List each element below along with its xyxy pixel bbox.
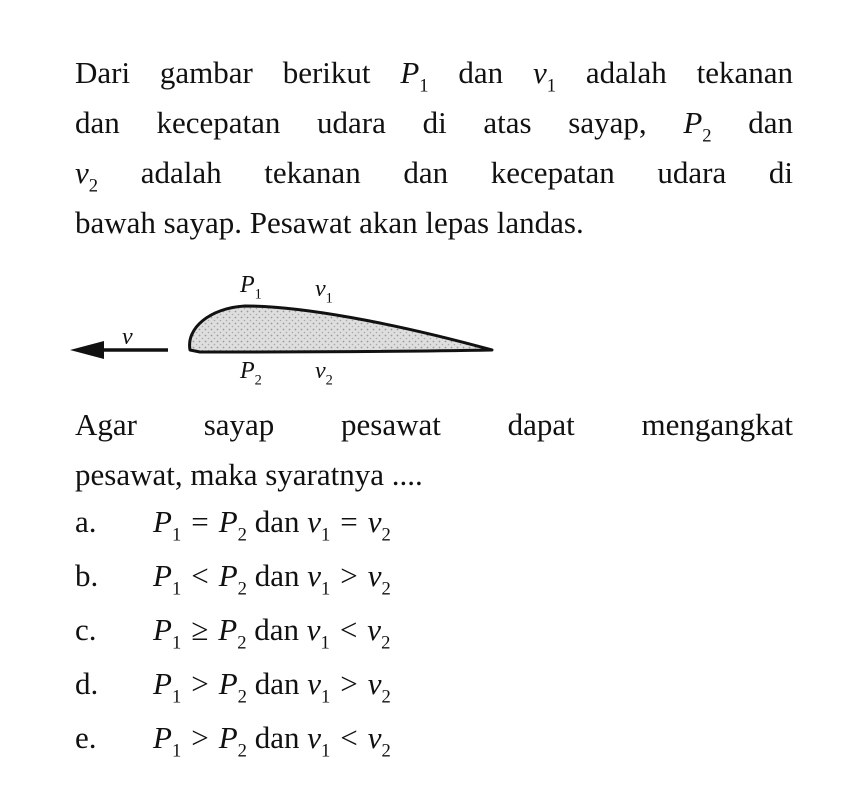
label-v2: $v_2$ <box>315 358 333 389</box>
option-expression: $P_1 > P_2$ dan $v_1 > v_2$ <box>153 666 391 708</box>
intro-text: adalah tekanan dan kecepatan udara di <box>140 155 793 190</box>
option-expression: $P_1 = P_2$ dan $v_1 = v_2$ <box>153 504 391 546</box>
answer-options <box>75 495 675 765</box>
option-expression: $P_1 \ge P_2$ dan $v_1 < v_2$ <box>153 612 391 654</box>
option-key: b. <box>75 558 99 593</box>
option-c[interactable] <box>75 603 675 657</box>
symbol-v2: $v_2$ <box>75 155 99 197</box>
symbol-p1: $P_1$ <box>400 55 429 97</box>
arrow-head-icon <box>70 341 104 359</box>
intro-line-3 <box>75 148 793 198</box>
symbol-p2: $P_2$ <box>683 105 712 147</box>
question-line-1: Agar sayap pesawat dapat mengangkat <box>75 407 793 442</box>
label-p1: $P_1$ <box>240 272 262 303</box>
option-d[interactable] <box>75 657 675 711</box>
intro-text: dan <box>458 55 504 90</box>
option-expression: $P_1 > P_2$ dan $v_1 < v_2$ <box>153 720 391 762</box>
intro-text: dan kecepatan udara di atas sayap, <box>75 105 647 140</box>
option-expression: $P_1 < P_2$ dan $v_1 > v_2$ <box>153 558 391 600</box>
airfoil-figure <box>60 262 530 397</box>
option-b[interactable] <box>75 549 675 603</box>
intro-text: adalah tekanan <box>585 55 793 90</box>
symbol-v1: $v_1$ <box>533 55 557 97</box>
airfoil-shape <box>190 306 492 352</box>
arrow-label: v <box>122 324 133 350</box>
option-key: d. <box>75 666 99 701</box>
option-e[interactable] <box>75 711 675 765</box>
option-key: e. <box>75 720 97 755</box>
question-line-2: pesawat, maka syaratnya .... <box>75 457 423 492</box>
intro-text: Dari gambar berikut <box>75 55 371 90</box>
intro-text: dan <box>748 105 794 140</box>
label-p2: $P_2$ <box>240 358 262 389</box>
option-a[interactable] <box>75 495 675 549</box>
intro-line-1 <box>75 48 793 98</box>
option-key: c. <box>75 612 97 647</box>
intro-line-2 <box>75 98 793 148</box>
intro-line-4 <box>75 198 793 248</box>
intro-text: bawah sayap. Pesawat akan lepas landas. <box>75 205 584 240</box>
intro-paragraph <box>75 48 793 248</box>
question-paragraph <box>75 400 793 500</box>
option-key: a. <box>75 504 97 539</box>
label-v1: $v_1$ <box>315 276 333 307</box>
